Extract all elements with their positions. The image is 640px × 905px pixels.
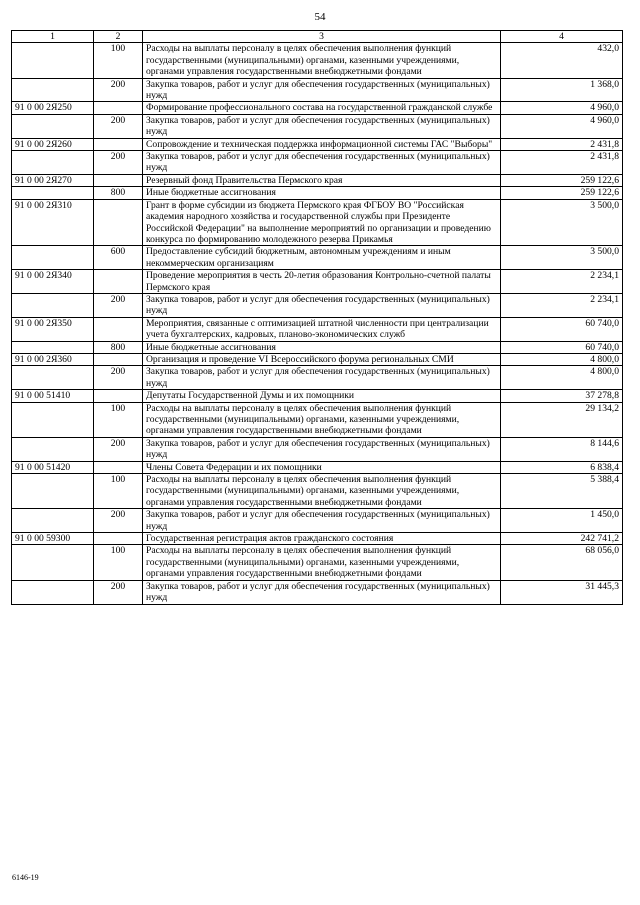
- target-code-cell: 91 0 00 2Я260: [12, 138, 94, 150]
- table-row: [12, 246, 623, 270]
- column-header: 2: [94, 31, 143, 43]
- description-cell: Закупка товаров, работ и услуг для обеспечения государственных (муниципальных) нужд: [143, 293, 501, 317]
- expense-type-cell: 200: [94, 151, 143, 175]
- description-cell: Расходы на выплаты персоналу в целях обеспечения выполнения функций государственными (муниципальными) органами, казенными учреждениями, органами управления государственными внебюджетными фондами: [143, 474, 501, 509]
- expense-type-cell: 100: [94, 474, 143, 509]
- expense-type-cell: [94, 317, 143, 341]
- description-cell: Организация и проведение VI Всероссийского форума региональных СМИ: [143, 353, 501, 365]
- expense-type-cell: [94, 270, 143, 294]
- expense-type-cell: 200: [94, 114, 143, 138]
- target-code-cell: [12, 474, 94, 509]
- expense-type-cell: [94, 390, 143, 402]
- target-code-cell: 91 0 00 59300: [12, 533, 94, 545]
- expense-type-cell: 200: [94, 437, 143, 461]
- table-header-row: [12, 31, 623, 43]
- expense-type-cell: 200: [94, 580, 143, 604]
- expense-type-cell: 200: [94, 509, 143, 533]
- target-code-cell: [12, 246, 94, 270]
- table-row: [12, 174, 623, 186]
- target-code-cell: 91 0 00 2Я310: [12, 199, 94, 246]
- amount-cell: 242 741,2: [501, 533, 623, 545]
- target-code-cell: [12, 43, 94, 78]
- target-code-cell: 91 0 00 51420: [12, 461, 94, 473]
- expense-type-cell: 100: [94, 43, 143, 78]
- description-cell: Формирование профессионального состава на государственной гражданской службе: [143, 102, 501, 114]
- expense-type-cell: [94, 461, 143, 473]
- expense-type-cell: [94, 102, 143, 114]
- description-cell: Закупка товаров, работ и услуг для обеспечения государственных (муниципальных) нужд: [143, 151, 501, 175]
- expense-type-cell: 100: [94, 402, 143, 437]
- amount-cell: 3 500,0: [501, 246, 623, 270]
- column-header: 3: [143, 31, 501, 43]
- description-cell: Иные бюджетные ассигнования: [143, 341, 501, 353]
- expense-type-cell: [94, 353, 143, 365]
- description-cell: Члены Совета Федерации и их помощники: [143, 461, 501, 473]
- expense-type-cell: 200: [94, 366, 143, 390]
- description-cell: Резервный фонд Правительства Пермского края: [143, 174, 501, 186]
- target-code-cell: [12, 151, 94, 175]
- target-code-cell: 91 0 00 2Я340: [12, 270, 94, 294]
- column-header: 1: [12, 31, 94, 43]
- description-cell: Закупка товаров, работ и услуг для обеспечения государственных (муниципальных) нужд: [143, 509, 501, 533]
- expense-type-cell: [94, 533, 143, 545]
- description-cell: Государственная регистрация актов гражданского состояния: [143, 533, 501, 545]
- target-code-cell: [12, 509, 94, 533]
- amount-cell: 5 388,4: [501, 474, 623, 509]
- amount-cell: 6 838,4: [501, 461, 623, 473]
- expense-type-cell: 800: [94, 341, 143, 353]
- budget-table: [11, 30, 623, 605]
- description-cell: Закупка товаров, работ и услуг для обеспечения государственных (муниципальных) нужд: [143, 114, 501, 138]
- target-code-cell: [12, 402, 94, 437]
- target-code-cell: 91 0 00 2Я270: [12, 174, 94, 186]
- amount-cell: 60 740,0: [501, 341, 623, 353]
- expense-type-cell: 800: [94, 187, 143, 199]
- description-cell: Мероприятия, связанные с оптимизацией штатной численности при централизации учета бухгалтерских, кадровых, планово-экономических служб: [143, 317, 501, 341]
- amount-cell: 60 740,0: [501, 317, 623, 341]
- expense-type-cell: [94, 138, 143, 150]
- amount-cell: 8 144,6: [501, 437, 623, 461]
- amount-cell: 432,0: [501, 43, 623, 78]
- table-row: [12, 580, 623, 604]
- table-row: [12, 138, 623, 150]
- table-row: [12, 293, 623, 317]
- table-row: [12, 437, 623, 461]
- table-row: [12, 199, 623, 246]
- amount-cell: 1 450,0: [501, 509, 623, 533]
- table-row: [12, 102, 623, 114]
- table-row: [12, 187, 623, 199]
- table-row: [12, 461, 623, 473]
- target-code-cell: [12, 78, 94, 102]
- table-row: [12, 78, 623, 102]
- amount-cell: 2 234,1: [501, 270, 623, 294]
- expense-type-cell: [94, 174, 143, 186]
- amount-cell: 4 800,0: [501, 366, 623, 390]
- description-cell: Иные бюджетные ассигнования: [143, 187, 501, 199]
- target-code-cell: 91 0 00 51410: [12, 390, 94, 402]
- page-number: 54: [314, 11, 326, 23]
- description-cell: Расходы на выплаты персоналу в целях обеспечения выполнения функций государственными (муниципальными) органами, казенными учреждениями, органами управления государственными внебюджетными фондами: [143, 545, 501, 580]
- table-row: [12, 545, 623, 580]
- description-cell: Расходы на выплаты персоналу в целях обеспечения выполнения функций государственными (муниципальными) органами, казенными учреждениями, органами управления государственными внебюджетными фондами: [143, 402, 501, 437]
- amount-cell: 68 056,0: [501, 545, 623, 580]
- table-row: [12, 353, 623, 365]
- target-code-cell: [12, 293, 94, 317]
- description-cell: Депутаты Государственной Думы и их помощники: [143, 390, 501, 402]
- amount-cell: 4 960,0: [501, 114, 623, 138]
- expense-type-cell: 200: [94, 293, 143, 317]
- description-cell: Предоставление субсидий бюджетным, автономным учреждениям и иным некоммерческим организациям: [143, 246, 501, 270]
- target-code-cell: [12, 187, 94, 199]
- description-cell: Закупка товаров, работ и услуг для обеспечения государственных (муниципальных) нужд: [143, 78, 501, 102]
- description-cell: Закупка товаров, работ и услуг для обеспечения государственных (муниципальных) нужд: [143, 366, 501, 390]
- target-code-cell: 91 0 00 2Я250: [12, 102, 94, 114]
- amount-cell: 1 368,0: [501, 78, 623, 102]
- amount-cell: 4 800,0: [501, 353, 623, 365]
- description-cell: Грант в форме субсидии из бюджета Пермского края ФГБОУ ВО "Российская академия народного хозяйства и государственной службы при Президенте Российской Федерации" на выполнение мероприятий по организации и проведению конкурса по формированию молодежного резерва Прикамья: [143, 199, 501, 246]
- footer-code: 6146-19: [12, 873, 39, 882]
- description-cell: Расходы на выплаты персоналу в целях обеспечения выполнения функций государственными (муниципальными) органами, казенными учреждениями, органами управления государственными внебюджетными фондами: [143, 43, 501, 78]
- table-row: [12, 533, 623, 545]
- amount-cell: 2 431,8: [501, 138, 623, 150]
- target-code-cell: [12, 341, 94, 353]
- target-code-cell: [12, 114, 94, 138]
- amount-cell: 2 431,8: [501, 151, 623, 175]
- description-cell: Закупка товаров, работ и услуг для обеспечения государственных (муниципальных) нужд: [143, 437, 501, 461]
- expense-type-cell: 200: [94, 78, 143, 102]
- table-row: [12, 341, 623, 353]
- target-code-cell: [12, 545, 94, 580]
- table-row: [12, 270, 623, 294]
- amount-cell: 29 134,2: [501, 402, 623, 437]
- amount-cell: 3 500,0: [501, 199, 623, 246]
- table-row: [12, 317, 623, 341]
- target-code-cell: 91 0 00 2Я360: [12, 353, 94, 365]
- table-row: [12, 151, 623, 175]
- expense-type-cell: 600: [94, 246, 143, 270]
- target-code-cell: [12, 437, 94, 461]
- expense-type-cell: [94, 199, 143, 246]
- description-cell: Закупка товаров, работ и услуг для обеспечения государственных (муниципальных) нужд: [143, 580, 501, 604]
- amount-cell: 31 445,3: [501, 580, 623, 604]
- target-code-cell: 91 0 00 2Я350: [12, 317, 94, 341]
- table-row: [12, 366, 623, 390]
- table-row: [12, 402, 623, 437]
- description-cell: Сопровождение и техническая поддержка информационной системы ГАС "Выборы": [143, 138, 501, 150]
- table-row: [12, 114, 623, 138]
- amount-cell: 2 234,1: [501, 293, 623, 317]
- expense-type-cell: 100: [94, 545, 143, 580]
- table-row: [12, 390, 623, 402]
- table-row: [12, 43, 623, 78]
- amount-cell: 259 122,6: [501, 174, 623, 186]
- table-row: [12, 509, 623, 533]
- description-cell: Проведение мероприятия в честь 20-летия образования Контрольно-счетной палаты Пермского края: [143, 270, 501, 294]
- table-row: [12, 474, 623, 509]
- target-code-cell: [12, 366, 94, 390]
- amount-cell: 37 278,8: [501, 390, 623, 402]
- target-code-cell: [12, 580, 94, 604]
- amount-cell: 4 960,0: [501, 102, 623, 114]
- column-header: 4: [501, 31, 623, 43]
- amount-cell: 259 122,6: [501, 187, 623, 199]
